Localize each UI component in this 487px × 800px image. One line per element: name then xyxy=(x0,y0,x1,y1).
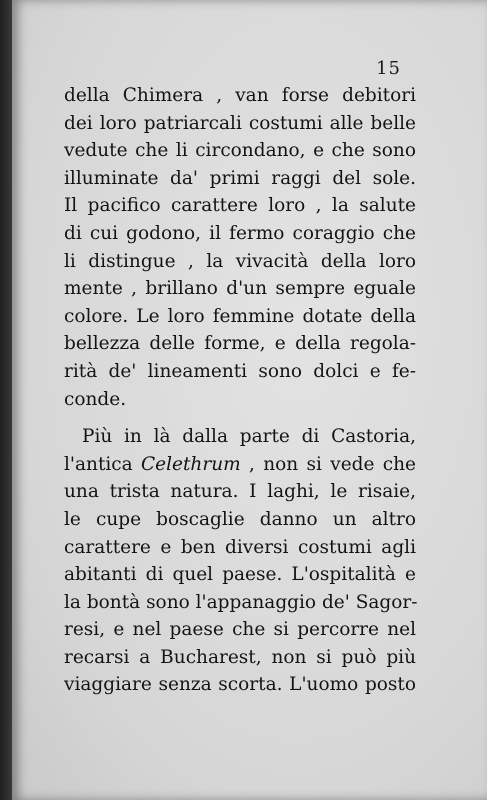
text-line: illuminate da' primi raggi del sole. xyxy=(64,167,416,189)
text-line: colore. Le loro femmine dotate della xyxy=(64,305,416,327)
text-line: una trista natura. I laghi, le risaie, xyxy=(64,481,416,503)
text-line: di cui godono, il fermo coraggio che xyxy=(64,222,416,244)
text-fragment: l'antica xyxy=(64,453,142,475)
italic-place-name: Celethrum xyxy=(141,453,241,475)
text-line: carattere e ben diversi costumi agli xyxy=(64,536,416,558)
text-line: resi, e nel paese che si percorre nel xyxy=(64,619,416,641)
text-line: dei loro patriarcali costumi alle belle xyxy=(64,112,416,134)
text-line: Più in là dalla parte di Castoria, xyxy=(82,426,416,448)
page-number: 15 xyxy=(376,58,401,79)
text-line: la bontà sono l'appanaggio de' Sagor- xyxy=(64,591,418,613)
text-line: le cupe boscaglie danno un altro xyxy=(64,508,416,530)
text-line: mente , brillano d'un sempre eguale xyxy=(64,278,416,300)
body-text xyxy=(64,82,416,699)
text-line: bellezza delle forme, e della regola- xyxy=(64,333,416,355)
text-line: vedute che li circondano, e che sono xyxy=(64,140,416,162)
book-page xyxy=(12,0,487,800)
book-spine-shadow xyxy=(0,0,12,800)
text-line: rità de' lineamenti sono dolci e fe- xyxy=(64,360,416,382)
text-line: recarsi a Bucharest, non si può più xyxy=(64,646,416,668)
text-line: Il pacifico carattere loro , la salute xyxy=(64,195,416,217)
text-fragment: , non si vede che xyxy=(240,453,416,475)
text-line: abitanti di quel paese. L'ospitalità e xyxy=(64,564,416,586)
text-line: della Chimera , van forse debitori xyxy=(64,85,416,106)
text-line: viaggiare senza scorta. L'uomo posto xyxy=(64,674,416,696)
text-line: li distingue , la vivacità della loro xyxy=(64,250,416,272)
text-line xyxy=(64,451,416,479)
text-line: conde. xyxy=(64,388,127,410)
